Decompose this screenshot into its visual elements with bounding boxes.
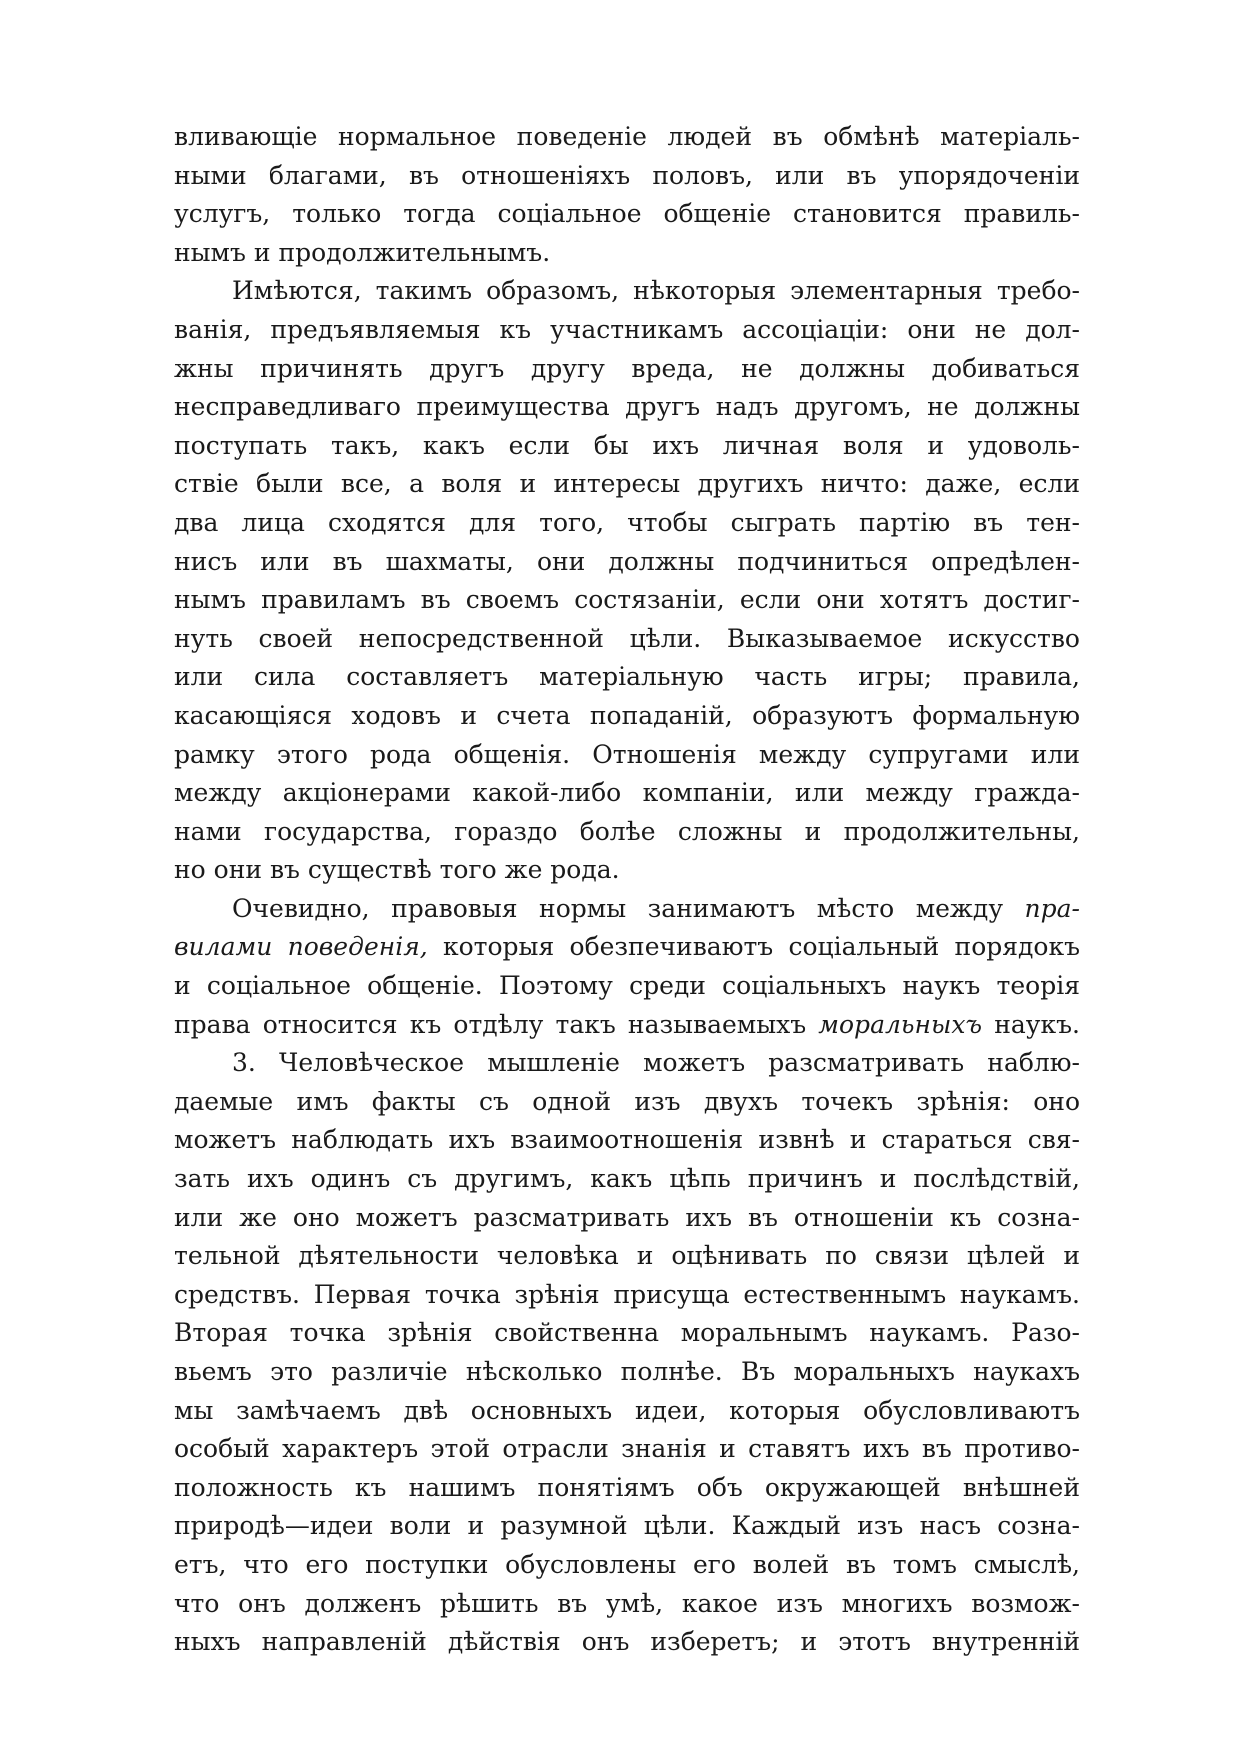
text-line: услугъ, только тогда соціальное общеніе становится правиль- — [174, 199, 1080, 229]
text-line: 3. Человѣческое мышленіе можетъ разсматривать наблю- — [232, 1048, 1080, 1078]
text-line: средствъ. Первая точка зрѣнія присуща естественнымъ наукамъ. — [174, 1279, 1080, 1309]
text-line: нисъ или въ шахматы, они должны подчиниться опредѣлен- — [174, 546, 1080, 576]
text-line: поступать такъ, какъ если бы ихъ личная воля и удоволь- — [174, 430, 1080, 460]
italic-term: моральныхъ — [818, 1009, 983, 1039]
text-line: нуть своей непосредственной цѣли. Выказываемое искусство — [174, 623, 1080, 653]
italic-term: пра- — [1024, 893, 1080, 923]
text-line: зать ихъ одинъ съ другимъ, какъ цѣпь причинъ и послѣдствій, — [174, 1164, 1080, 1194]
text-line: вьемъ это различіе нѣсколько полнѣе. Въ моральныхъ наукахъ — [174, 1357, 1080, 1386]
text-line: нымъ и продолжительнымъ. — [174, 237, 551, 267]
text-line — [174, 890, 1080, 929]
text-line: природѣ—идеи воли и разумной цѣли. Каждый изъ насъ созна- — [174, 1511, 1080, 1541]
text-line: что онъ долженъ рѣшить въ умѣ, какое изъ многихъ возмож- — [174, 1588, 1080, 1618]
text-line: касающіяся ходовъ и счета попаданій, образуютъ формальную — [174, 700, 1080, 730]
text-line — [174, 928, 1080, 967]
text-segment: права относится къ отдѣлу такъ называемыхъ — [174, 1009, 819, 1039]
text-line — [174, 1006, 1080, 1045]
text-line: ствіе были все, а воля и интересы другихъ ничто: даже, если — [174, 469, 1080, 499]
text-line: нами государства, гораздо болѣе сложны и продолжительны, — [174, 816, 1080, 846]
text-segment: которыя обезпечиваютъ соціальный порядокъ — [427, 932, 1080, 962]
text-line: Вторая точка зрѣнія свойственна моральнымъ наукамъ. Разо- — [174, 1318, 1080, 1348]
text-line: несправедливаго преимущества другъ надъ другомъ, не должны — [174, 392, 1080, 422]
text-line: жны причинять другъ другу вреда, не должны добиваться — [174, 353, 1080, 383]
text-line: нымъ правиламъ въ своемъ состязаніи, если они хотятъ достиг- — [174, 585, 1080, 615]
text-line: ными благами, въ отношеніяхъ половъ, или въ упорядоченіи — [174, 160, 1080, 190]
text-line: положность къ нашимъ понятіямъ объ окружающей внѣшней — [174, 1472, 1080, 1502]
text-line: можетъ наблюдать ихъ взаимоотношенія извнѣ и стараться свя- — [174, 1125, 1080, 1155]
text-line: тельной дѣятельности человѣка и оцѣнивать по связи цѣлей и — [174, 1241, 1080, 1271]
text-line: вливающіе нормальное поведеніе людей въ обмѣнѣ матеріаль- — [174, 122, 1080, 151]
text-line: етъ, что его поступки обусловлены его волей въ томъ смыслѣ, — [174, 1549, 1080, 1579]
text-line: но они въ существѣ того же рода. — [174, 855, 620, 885]
text-line: между акціонерами какой-либо компаніи, или между гражда- — [174, 778, 1080, 808]
text-line: и соціальное общеніе. Поэтому среди соціальныхъ наукъ теорія — [174, 971, 1080, 1001]
text-line: Имѣются, такимъ образомъ, нѣкоторыя элементарныя требо- — [232, 276, 1080, 306]
text-segment: Очевидно, правовыя нормы занимаютъ мѣсто между — [232, 893, 1025, 923]
page-text — [174, 118, 1080, 1662]
text-line: или сила составляетъ матеріальную часть игры; правила, — [174, 662, 1080, 692]
text-line: ванія, предъявляемыя къ участникамъ ассоціаціи: они не дол- — [174, 314, 1080, 344]
text-segment: наукъ. — [982, 1009, 1080, 1039]
text-line: или же оно можетъ разсматривать ихъ въ отношеніи къ созна- — [174, 1202, 1080, 1232]
text-line: особый характеръ этой отрасли знанія и ставятъ ихъ въ противо- — [174, 1434, 1080, 1464]
text-line: даемые имъ факты съ одной изъ двухъ точекъ зрѣнія: оно — [174, 1086, 1080, 1116]
italic-term: вилами поведенія, — [174, 932, 428, 962]
text-line: два лица сходятся для того, чтобы сыграть партію въ тен- — [174, 507, 1080, 537]
text-line: мы замѣчаемъ двѣ основныхъ идеи, которыя обусловливаютъ — [174, 1395, 1080, 1425]
text-line: рамку этого рода общенія. Отношенія между супругами или — [174, 739, 1080, 769]
text-line: ныхъ направленій дѣйствія онъ изберетъ; и этотъ внутренній — [174, 1627, 1080, 1657]
